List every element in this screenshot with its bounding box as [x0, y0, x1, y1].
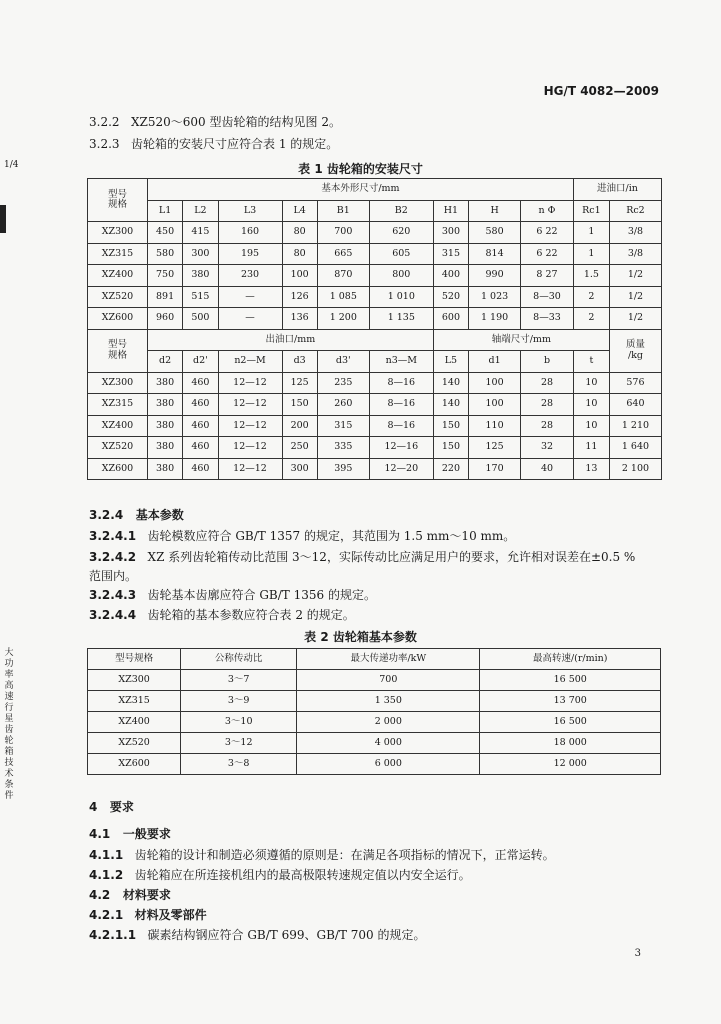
table-cell: 1 350 — [297, 691, 480, 712]
table-cell: 1 200 — [317, 308, 369, 330]
table-row — [88, 712, 661, 733]
table-cell: 150 — [433, 415, 468, 437]
column-header: L3 — [218, 200, 282, 222]
table-cell: 16 500 — [480, 712, 661, 733]
table-cell: 12—12 — [218, 394, 282, 416]
table-cell: 580 — [147, 243, 182, 265]
table-cell: 10 — [573, 415, 609, 437]
table-cell: 16 500 — [480, 670, 661, 691]
table-cell: 12—16 — [369, 437, 433, 459]
table-cell: 126 — [282, 286, 317, 308]
clause-heading: 材料要求 — [122, 888, 171, 902]
table-cell: 3/8 — [609, 222, 661, 244]
model-header: 型号 规格 — [88, 179, 148, 222]
table-cell: XZ600 — [88, 308, 148, 330]
table-cell: 380 — [147, 437, 182, 459]
table-cell: 576 — [609, 372, 661, 394]
clause-3-2-3 — [89, 135, 338, 152]
table-cell: 300 — [433, 222, 468, 244]
table-cell: 750 — [147, 265, 182, 287]
clause-number: 4.1.1 — [89, 848, 124, 862]
clause-3-2-4-2 — [89, 548, 635, 565]
table-cell: 1 085 — [317, 286, 369, 308]
table-cell: 960 — [147, 308, 182, 330]
table-cell: 665 — [317, 243, 369, 265]
clause-4-2 — [89, 886, 171, 903]
table-cell: 500 — [183, 308, 218, 330]
table-cell: 100 — [469, 394, 521, 416]
table-row — [88, 458, 662, 480]
clause-number: 3.2.4.4 — [89, 608, 137, 622]
standard-number: HG/T 4082—2009 — [543, 84, 659, 98]
column-header: 型号规格 — [88, 649, 181, 670]
column-header: L5 — [433, 351, 468, 373]
table-row — [88, 372, 662, 394]
table-cell: 136 — [282, 308, 317, 330]
table-cell: 150 — [282, 394, 317, 416]
table-cell: 380 — [147, 372, 182, 394]
table-cell: 700 — [297, 670, 480, 691]
clause-4-2-1 — [89, 906, 207, 923]
table-cell: XZ300 — [88, 670, 181, 691]
clause-4-1 — [89, 825, 171, 842]
table-cell: 1 190 — [469, 308, 521, 330]
clause-text: 齿轮箱的基本参数应符合表 2 的规定。 — [147, 608, 355, 622]
table-cell: 3～7 — [181, 670, 297, 691]
clause-number: 3.2.4.1 — [89, 529, 137, 543]
table-cell: 12—12 — [218, 458, 282, 480]
table-cell: 300 — [282, 458, 317, 480]
table-cell: 800 — [369, 265, 433, 287]
table-cell: 460 — [183, 437, 218, 459]
column-header: n3—M — [369, 351, 433, 373]
table-cell: XZ400 — [88, 415, 148, 437]
table-cell: 12—12 — [218, 415, 282, 437]
table-cell: 380 — [147, 394, 182, 416]
table-cell: 1 640 — [609, 437, 661, 459]
column-header: B1 — [317, 200, 369, 222]
table1-caption: 表 1 齿轮箱的安装尺寸 — [298, 162, 423, 176]
table-cell: 1 210 — [609, 415, 661, 437]
clause-heading: 要求 — [109, 800, 134, 814]
table-cell: 40 — [521, 458, 574, 480]
clause-text: 齿轮箱的设计和制造必须遵循的原则是：在满足各项指标的情况下，正常运转。 — [134, 848, 555, 862]
table-cell: 32 — [521, 437, 574, 459]
table-cell: 125 — [469, 437, 521, 459]
column-header: d1 — [469, 351, 521, 373]
table-cell: 700 — [317, 222, 369, 244]
clause-text: 齿轮箱应在所连接机组内的最高极限转速规定值以内安全运行。 — [134, 868, 471, 882]
column-header: n Φ — [521, 200, 574, 222]
table-cell: 12 000 — [480, 754, 661, 775]
column-header: d3' — [317, 351, 369, 373]
table-cell: 2 — [573, 308, 609, 330]
clause-text: XZ520～600 型齿轮箱的结构见图 2。 — [131, 115, 341, 129]
clause-4-1-2 — [89, 866, 471, 883]
clause-number: 3.2.3 — [89, 137, 120, 151]
table-cell: 6 22 — [521, 222, 574, 244]
table-cell: 620 — [369, 222, 433, 244]
clause-heading: 一般要求 — [122, 827, 171, 841]
table-row — [88, 243, 662, 265]
clause-text: XZ 系列齿轮箱传动比范围 3～12，实际传动比应满足用户的要求，允许相对误差在±0.5 % — [147, 550, 636, 564]
clause-heading: 材料及零部件 — [134, 908, 207, 922]
table-cell: 460 — [183, 394, 218, 416]
table-cell: 195 — [218, 243, 282, 265]
table-cell: XZ315 — [88, 243, 148, 265]
table-cell: 300 — [183, 243, 218, 265]
clause-4-2-1-1 — [89, 926, 426, 943]
column-header: L2 — [183, 200, 218, 222]
group-shaft-end: 轴端尺寸/mm — [433, 329, 609, 351]
clause-number: 4.2.1.1 — [89, 928, 137, 942]
column-header: 最高转速/(r/min) — [480, 649, 661, 670]
table-cell: 3～12 — [181, 733, 297, 754]
table-cell: 3～9 — [181, 691, 297, 712]
table-cell: — — [218, 308, 282, 330]
table-cell: 12—12 — [218, 372, 282, 394]
column-header: b — [521, 351, 574, 373]
table2-caption: 表 2 齿轮箱基本参数 — [304, 630, 417, 644]
table-cell: 140 — [433, 394, 468, 416]
clause-number: 4.1 — [89, 827, 111, 841]
table-row — [88, 308, 662, 330]
table-cell: 28 — [521, 415, 574, 437]
table-cell: 18 000 — [480, 733, 661, 754]
table-cell: 6 000 — [297, 754, 480, 775]
table-cell: 200 — [282, 415, 317, 437]
column-header: H1 — [433, 200, 468, 222]
table-cell: 2 100 — [609, 458, 661, 480]
clause-number: 3.2.4 — [89, 508, 124, 522]
clause-text: 齿轮箱的安装尺寸应符合表 1 的规定。 — [131, 137, 339, 151]
clause-number: 4.2.1 — [89, 908, 124, 922]
table-cell: 400 — [433, 265, 468, 287]
table-cell: 460 — [183, 372, 218, 394]
margin-page-mark: 1/4 — [4, 160, 19, 170]
table-cell: 11 — [573, 437, 609, 459]
table-cell: 640 — [609, 394, 661, 416]
table-cell: 2 — [573, 286, 609, 308]
table-cell: XZ600 — [88, 754, 181, 775]
table-cell: XZ520 — [88, 437, 148, 459]
table-cell: 460 — [183, 415, 218, 437]
table-cell: 13 700 — [480, 691, 661, 712]
table2-basic-parameters — [87, 648, 661, 775]
table-cell: 1/2 — [609, 308, 661, 330]
column-header: H — [469, 200, 521, 222]
table-cell: 250 — [282, 437, 317, 459]
group-oil-inlet: 进油口/in — [573, 179, 661, 201]
table-row — [88, 394, 662, 416]
clause-4 — [89, 798, 134, 815]
clause-number: 3.2.4.3 — [89, 588, 137, 602]
table-cell: 460 — [183, 458, 218, 480]
table-cell: XZ300 — [88, 222, 148, 244]
table-cell: 6 22 — [521, 243, 574, 265]
table-cell: 1 — [573, 222, 609, 244]
column-header: B2 — [369, 200, 433, 222]
clause-3-2-4 — [89, 506, 184, 523]
table-row — [88, 754, 661, 775]
column-header: d2' — [183, 351, 218, 373]
table-cell: XZ315 — [88, 691, 181, 712]
column-header: Rc2 — [609, 200, 661, 222]
table-cell: 230 — [218, 265, 282, 287]
table-cell: 160 — [218, 222, 282, 244]
table-cell: XZ520 — [88, 286, 148, 308]
table-cell: 450 — [147, 222, 182, 244]
table-cell: 380 — [147, 415, 182, 437]
table-cell: 80 — [282, 243, 317, 265]
table-cell: 140 — [433, 372, 468, 394]
table-cell: 170 — [469, 458, 521, 480]
table-cell: 3/8 — [609, 243, 661, 265]
table-cell: 870 — [317, 265, 369, 287]
table-cell: XZ400 — [88, 265, 148, 287]
table-row — [88, 265, 662, 287]
clause-3-2-2 — [89, 113, 341, 130]
table-cell: 1/2 — [609, 286, 661, 308]
clause-number: 3.2.4.2 — [89, 550, 137, 564]
clause-3-2-4-2-cont: 范围内。 — [89, 569, 138, 583]
table-cell: 335 — [317, 437, 369, 459]
clause-3-2-4-1 — [89, 527, 515, 544]
table-cell: 315 — [317, 415, 369, 437]
table-cell: 100 — [469, 372, 521, 394]
table-cell: 3～10 — [181, 712, 297, 733]
table-cell: 600 — [433, 308, 468, 330]
table-cell: 1/2 — [609, 265, 661, 287]
table-cell: XZ600 — [88, 458, 148, 480]
table-cell: 380 — [183, 265, 218, 287]
table-cell: 13 — [573, 458, 609, 480]
clause-4-1-1 — [89, 846, 555, 863]
table-cell: 3～8 — [181, 754, 297, 775]
table-cell: 2 000 — [297, 712, 480, 733]
table-cell: 891 — [147, 286, 182, 308]
mass-header: 质量 /kg — [609, 329, 661, 372]
table-cell: 100 — [282, 265, 317, 287]
table-cell: 395 — [317, 458, 369, 480]
table1-installation-dimensions — [87, 178, 662, 480]
table-cell: 1 010 — [369, 286, 433, 308]
table-cell: 28 — [521, 372, 574, 394]
table-row — [88, 691, 661, 712]
table-cell: 990 — [469, 265, 521, 287]
table-cell: 260 — [317, 394, 369, 416]
clause-number: 4.2 — [89, 888, 111, 902]
group-oil-outlet: 出油口/mm — [147, 329, 433, 351]
clause-number: 3.2.2 — [89, 115, 120, 129]
table-cell: XZ300 — [88, 372, 148, 394]
table-cell: 580 — [469, 222, 521, 244]
table-cell: 8—16 — [369, 394, 433, 416]
clause-text: 齿轮模数应符合 GB/T 1357 的规定，其范围为 1.5 mm～10 mm。 — [147, 529, 516, 543]
table-cell: 515 — [183, 286, 218, 308]
table-cell: 8—33 — [521, 308, 574, 330]
table-row — [88, 670, 661, 691]
table-cell: 380 — [147, 458, 182, 480]
table-cell: 1 — [573, 243, 609, 265]
table-row — [88, 415, 662, 437]
column-header: d3 — [282, 351, 317, 373]
clause-number: 4.1.2 — [89, 868, 124, 882]
table-cell: 8—30 — [521, 286, 574, 308]
table-cell: 8—16 — [369, 372, 433, 394]
column-header: Rc1 — [573, 200, 609, 222]
table-cell: 10 — [573, 372, 609, 394]
group-basic-dimensions: 基本外形尺寸/mm — [147, 179, 573, 201]
table-cell: — — [218, 286, 282, 308]
table-row — [88, 286, 662, 308]
table-cell: 520 — [433, 286, 468, 308]
column-header: L4 — [282, 200, 317, 222]
table-cell: 1 023 — [469, 286, 521, 308]
column-header: L1 — [147, 200, 182, 222]
table-cell: 12—20 — [369, 458, 433, 480]
binding-edge-mark — [0, 205, 6, 233]
column-header: n2—M — [218, 351, 282, 373]
margin-vertical-title: 大功率高速行星齿轮箱技术条件 — [4, 648, 14, 801]
table-cell: 315 — [433, 243, 468, 265]
table-row — [88, 222, 662, 244]
column-header: 公称传动比 — [181, 649, 297, 670]
table-cell: 605 — [369, 243, 433, 265]
page-number: 3 — [634, 948, 641, 959]
table-cell: 1 135 — [369, 308, 433, 330]
table-cell: 4 000 — [297, 733, 480, 754]
table-cell: XZ315 — [88, 394, 148, 416]
clause-text: 齿轮基本齿廓应符合 GB/T 1356 的规定。 — [147, 588, 376, 602]
table-cell: 8—16 — [369, 415, 433, 437]
table-cell: 1.5 — [573, 265, 609, 287]
table-cell: 80 — [282, 222, 317, 244]
table-cell: 235 — [317, 372, 369, 394]
column-header: d2 — [147, 351, 182, 373]
clause-3-2-4-3 — [89, 586, 376, 603]
table-cell: 10 — [573, 394, 609, 416]
clause-number: 4 — [89, 800, 98, 814]
table-cell: 814 — [469, 243, 521, 265]
table-cell: 8 27 — [521, 265, 574, 287]
table-cell: XZ520 — [88, 733, 181, 754]
table-cell: 220 — [433, 458, 468, 480]
table-row — [88, 733, 661, 754]
clause-text: 碳素结构钢应符合 GB/T 699、GB/T 700 的规定。 — [147, 928, 426, 942]
table-cell: 415 — [183, 222, 218, 244]
table-cell: 110 — [469, 415, 521, 437]
clause-heading: 基本参数 — [135, 508, 184, 522]
column-header: 最大传递功率/kW — [297, 649, 480, 670]
clause-3-2-4-4 — [89, 606, 355, 623]
table-cell: 12—12 — [218, 437, 282, 459]
column-header: t — [573, 351, 609, 373]
model-header: 型号 规格 — [88, 329, 148, 372]
table-cell: 150 — [433, 437, 468, 459]
table-cell: 125 — [282, 372, 317, 394]
table-cell: 28 — [521, 394, 574, 416]
table-row — [88, 437, 662, 459]
table-cell: XZ400 — [88, 712, 181, 733]
